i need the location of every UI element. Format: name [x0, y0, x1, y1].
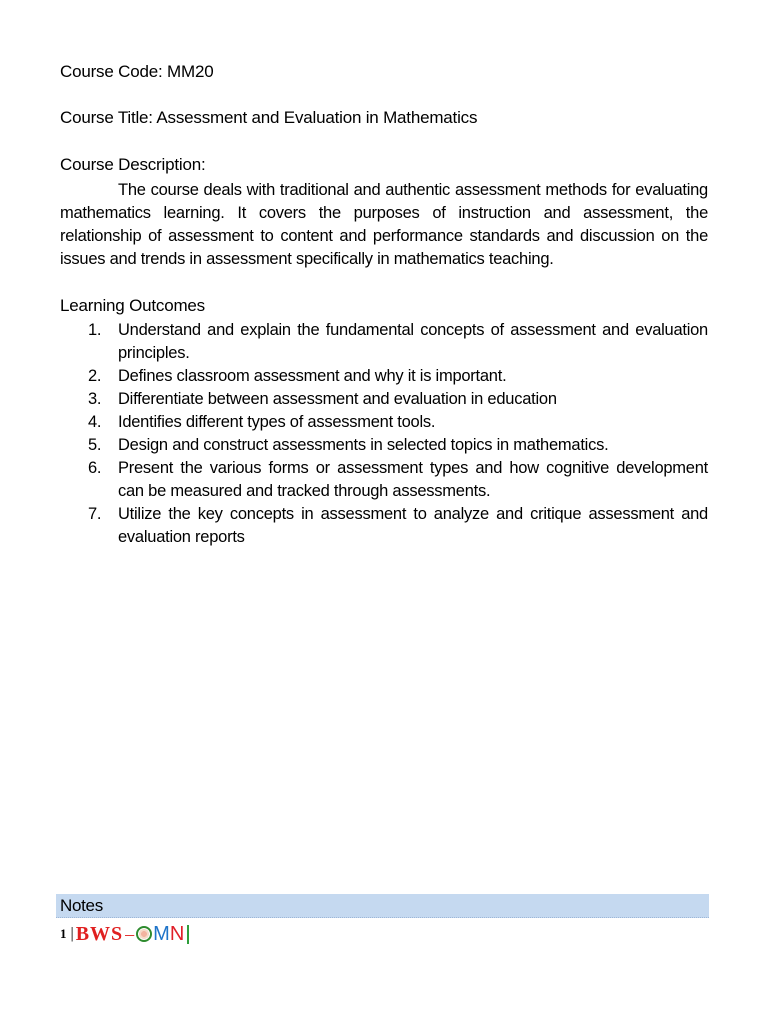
course-title-label: Course Title: [60, 108, 153, 127]
school-seal-icon [136, 926, 152, 942]
brand-letter-n: N [169, 922, 185, 945]
learning-outcomes-heading: Learning Outcomes [60, 296, 205, 315]
list-item [60, 434, 708, 457]
list-item [60, 388, 708, 411]
course-code-value: MM20 [162, 62, 214, 81]
course-description-text: The course deals with traditional and authentic assessment methods for evaluating mathematics learning. It covers the purposes of instruction and assessment, the relationship of assessment to content and performance standards and discussion on the issues and trends in assessment specifically in mathematics teaching. [60, 181, 708, 268]
list-item [60, 319, 708, 365]
list-item-number: 7. [88, 505, 102, 523]
list-item-text: Differentiate between assessment and evaluation in education [118, 390, 557, 408]
notes-label: Notes [60, 896, 103, 915]
course-description-heading: Course Description: [60, 155, 206, 174]
page-footer [60, 921, 189, 947]
list-item-number: 3. [88, 390, 102, 408]
learning-outcomes-list [60, 319, 708, 549]
list-item-text: Design and construct assessments in selected topics in mathematics. [118, 436, 609, 454]
course-title-line [60, 108, 477, 128]
brand-dash: – [125, 923, 135, 944]
notes-bar [56, 894, 709, 918]
page-number: 1 [60, 926, 67, 941]
list-item-text: Identifies different types of assessment tools. [118, 413, 436, 431]
brand-letter-m: M [153, 922, 170, 945]
list-item-text: Understand and explain the fundamental concepts of assessment and evaluation principles. [118, 321, 708, 362]
list-item [60, 457, 708, 503]
list-item-text: Utilize the key concepts in assessment to analyze and critique assessment and evaluation reports [118, 505, 708, 546]
list-item [60, 365, 708, 388]
list-item-number: 2. [88, 367, 102, 385]
footer-separator: | [70, 925, 74, 942]
list-item-number: 6. [88, 459, 102, 477]
list-item-text: Present the various forms or assessment types and how cognitive development can be measured and tracked through assessments. [118, 459, 708, 500]
list-item [60, 503, 708, 549]
brand-bar-icon [187, 925, 189, 944]
list-item-number: 4. [88, 413, 102, 431]
brand-logo-text: BWS [75, 922, 124, 945]
course-title-value: Assessment and Evaluation in Mathematics [152, 108, 478, 127]
list-item-text: Defines classroom assessment and why it is important. [118, 367, 507, 385]
course-description-body [60, 179, 708, 271]
course-code-label: Course Code: [60, 62, 163, 81]
course-code-line [60, 62, 213, 82]
list-item-number: 1. [88, 321, 102, 339]
list-item-number: 5. [88, 436, 102, 454]
list-item [60, 411, 708, 434]
